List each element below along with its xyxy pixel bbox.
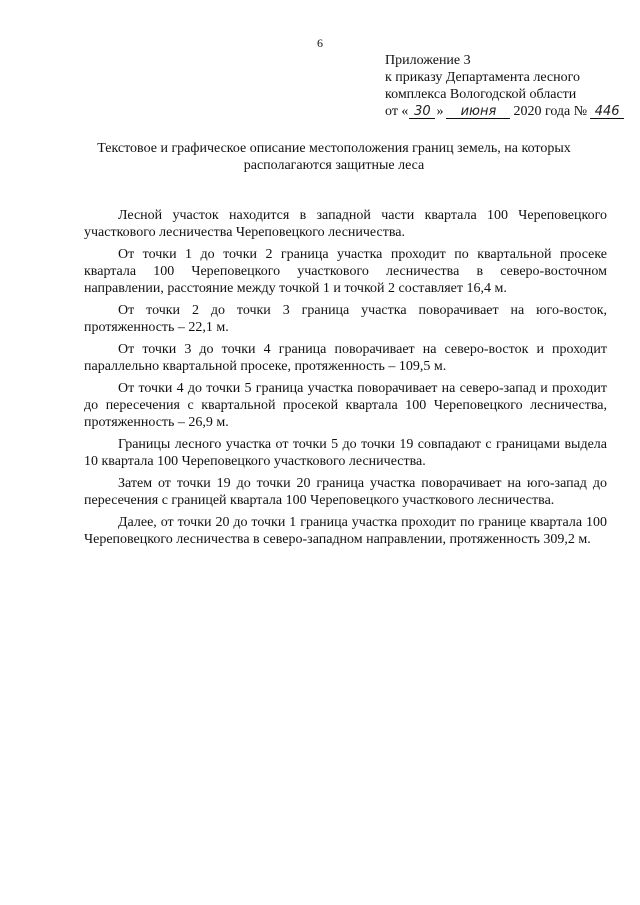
paragraph: От точки 3 до точки 4 граница поворачивает на северо-восток и проходит параллельно квартальной просеке, протяженность – 109,5 м.	[84, 342, 607, 374]
date-year: 2020 года №	[513, 104, 588, 119]
paragraph: Далее, от точки 20 до точки 1 граница участка проходит по границе квартала 100 Череповецкого лесничества в северо-западном направлении, протяженность 309,2 м.	[84, 515, 607, 547]
page-number: 6	[317, 36, 323, 50]
paragraph: От точки 1 до точки 2 граница участка проходит по квартальной просеке квартала 100 Череповецкого участкового лесничества в северо-восточном направлении, расстояние между точкой 1 и точкой 2 составляет 16,4 м.	[84, 247, 607, 296]
appendix-block	[385, 52, 625, 120]
appendix-date-line	[385, 103, 625, 120]
date-month-handwritten: июня	[446, 105, 510, 119]
document-title: Текстовое и графическое описание местоположения границ земель, на которых располагаются защитные леса	[97, 141, 571, 173]
paragraph: От точки 2 до точки 3 граница участка поворачивает на юго-восток, протяженность – 22,1 м.	[84, 303, 607, 335]
paragraph: Границы лесного участка от точки 5 до точки 19 совпадают с границами выдела 10 квартала 100 Череповецкого участкового лесничества.	[84, 437, 607, 469]
appendix-department: комплекса Вологодской области	[385, 87, 577, 102]
paragraph: Лесной участок находится в западной части квартала 100 Череповецкого участкового лесничества Череповецкого лесничества.	[84, 208, 607, 240]
document-body	[84, 207, 607, 553]
paragraph: Затем от точки 19 до точки 20 граница участка поворачивает на юго-запад до пересечения с границей квартала 100 Череповецкого участкового лесничества.	[84, 476, 607, 508]
appendix-title: Приложение 3	[385, 53, 471, 68]
date-close-quote: »	[436, 104, 444, 119]
appendix-order-ref: к приказу Департамента лесного	[385, 70, 581, 85]
date-day-handwritten: 30	[409, 105, 435, 119]
date-prefix: от «	[385, 104, 409, 119]
paragraph: От точки 4 до точки 5 граница участка поворачивает на северо-запад и проходит до пересечения с квартальной просекой квартала 100 Череповецкого лесничества, протяженность – 26,9 м.	[84, 381, 607, 430]
order-number-handwritten: 446	[590, 105, 624, 119]
